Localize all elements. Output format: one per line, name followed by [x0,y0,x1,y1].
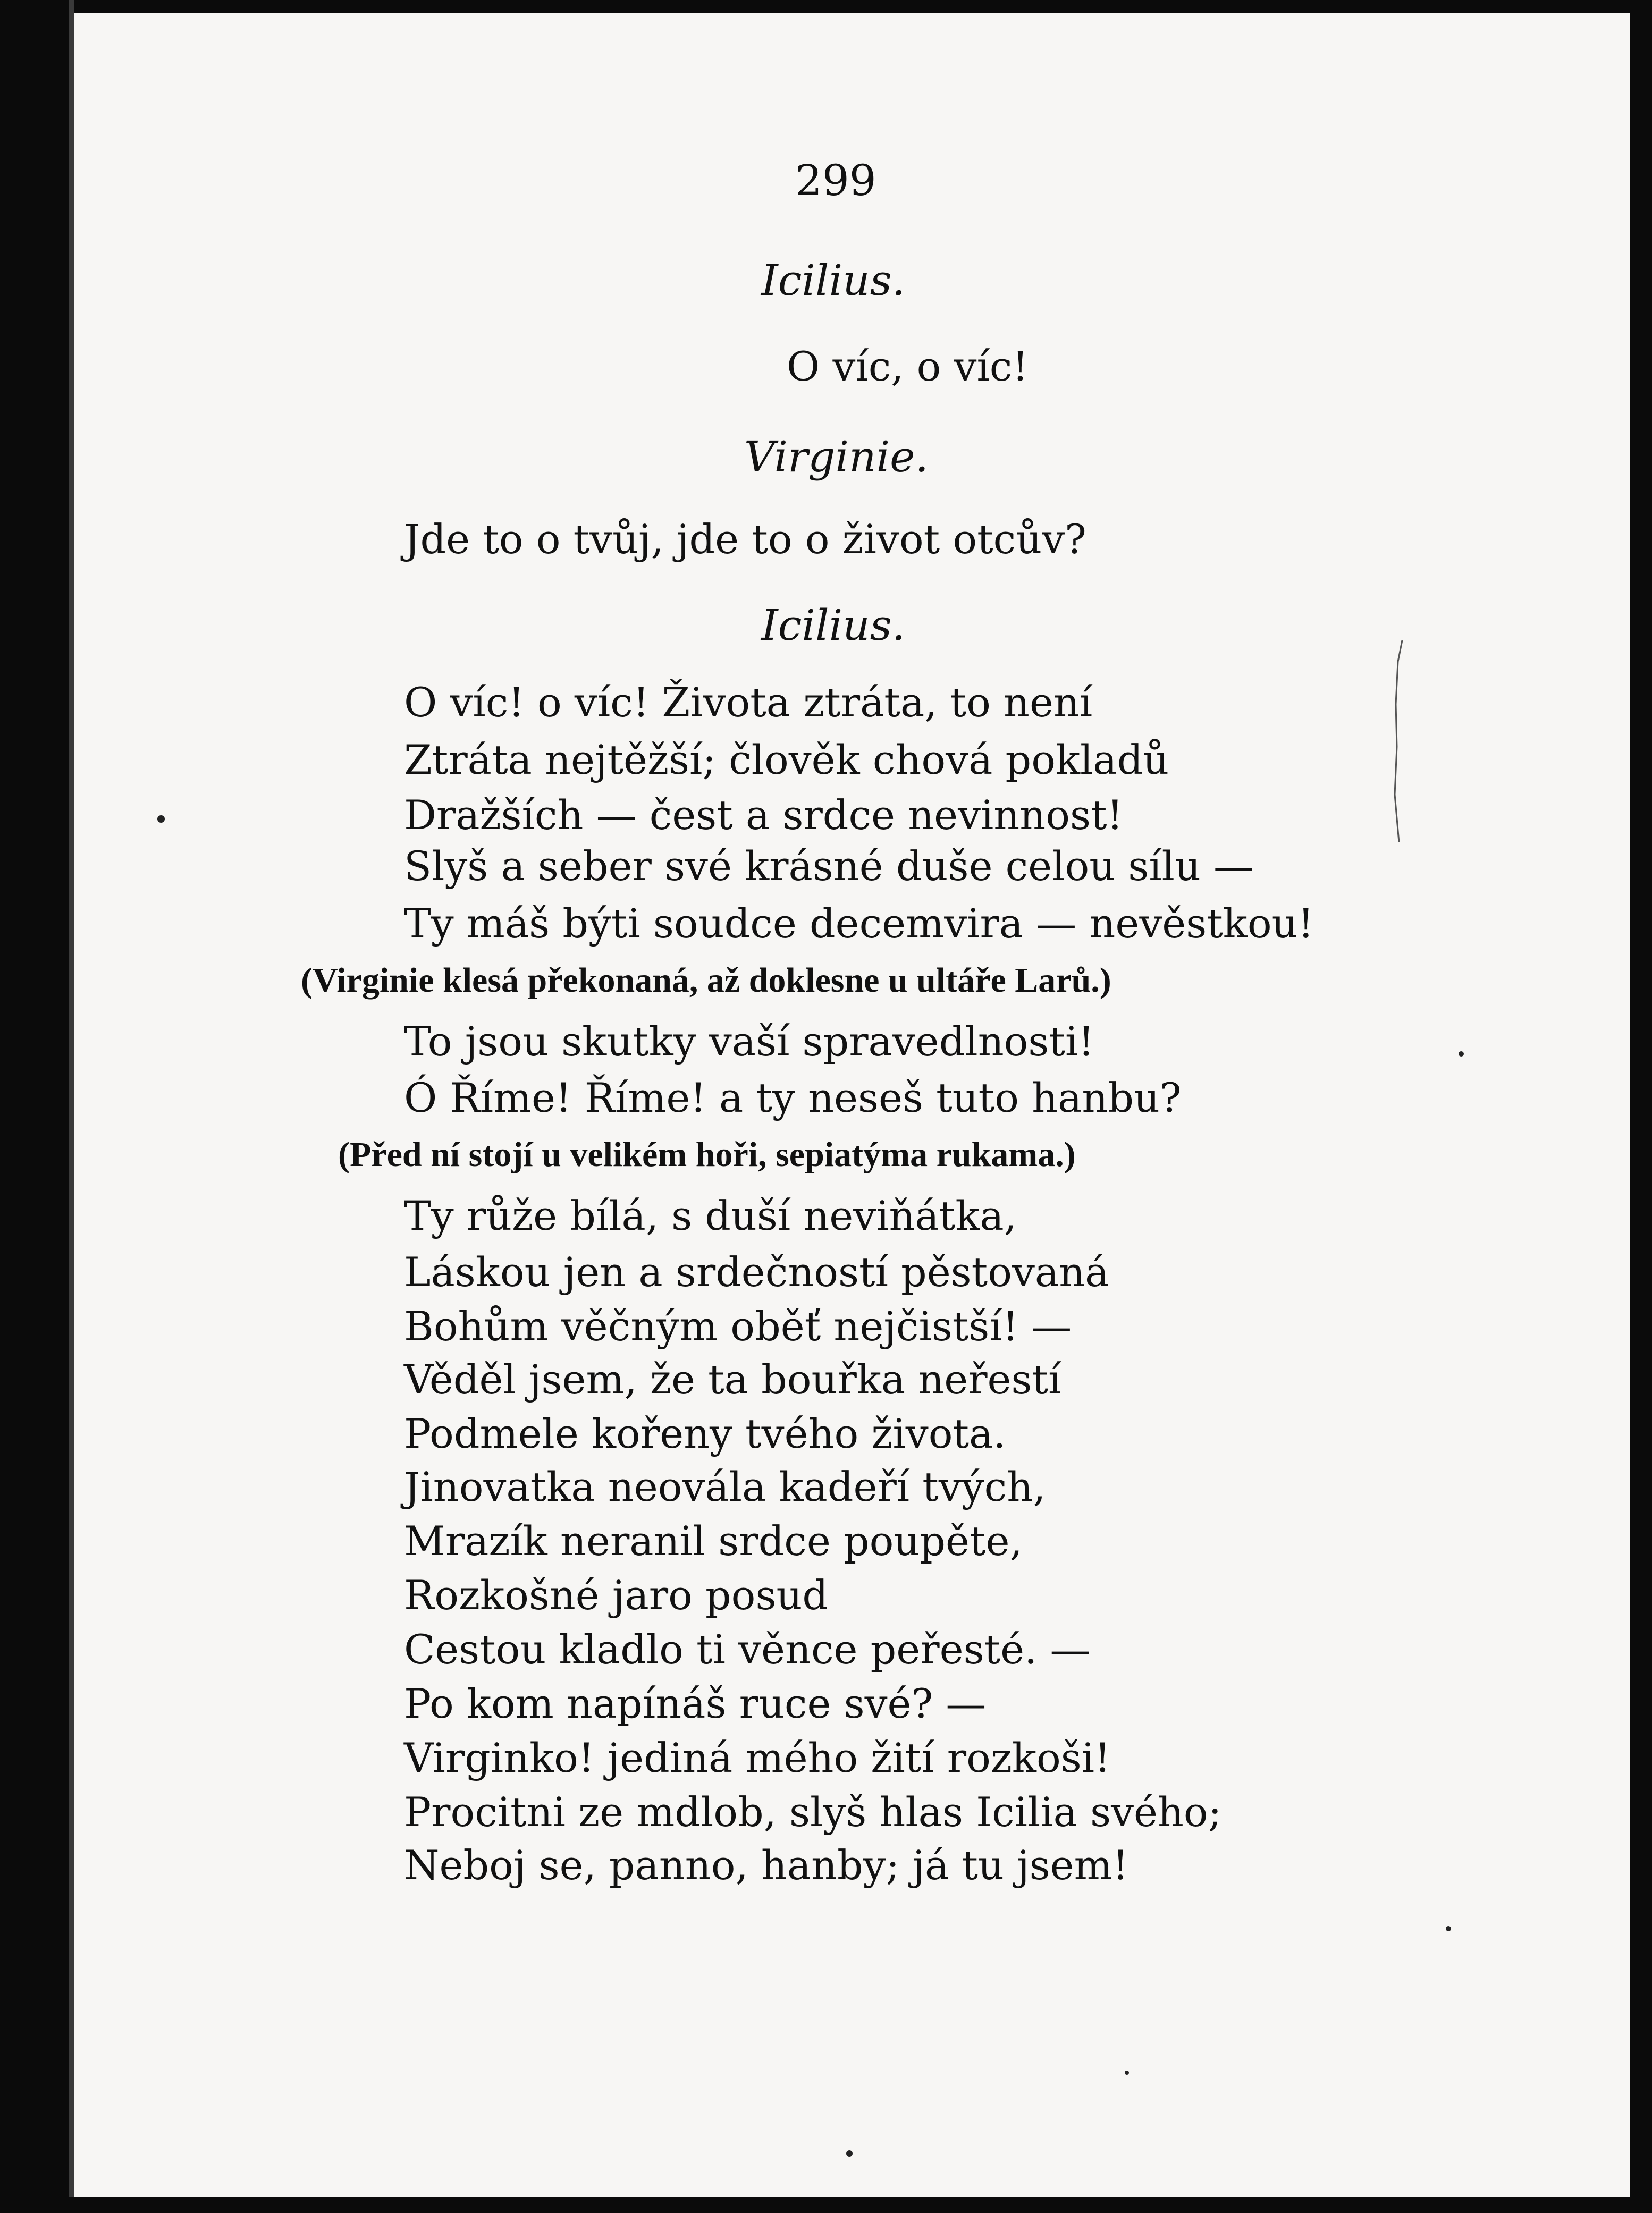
verse-line-18: Cestou kladlo ti věnce peřesté. — [404,1626,1091,1673]
scan-speck [1459,1051,1464,1057]
page-number: 299 [795,156,876,205]
verse-line-1: O víc, o víc! [787,343,1029,390]
verse-line-13: Věděl jsem, že ta bouřka neřestí [404,1356,1061,1403]
verse-line-3: O víc! o víc! Života ztráta, to není [404,679,1093,726]
scan-speck [846,2150,853,2157]
scan-border-right [1630,0,1652,2213]
speaker-virginie: Virginie. [744,432,929,482]
verse-line-12: Bohům věčným oběť nejčistší! — [404,1303,1072,1350]
verse-line-7: Ty máš býti soudce decemvira — nevěstkou! [404,900,1314,947]
verse-line-17: Rozkošné jaro posud [404,1572,829,1619]
verse-line-14: Podmele kořeny tvého života. [404,1410,1006,1457]
verse-line-5: Dražších — čest a srdce nevinnost! [404,791,1124,839]
scan-speck [1446,1926,1451,1931]
scan-speck [157,815,165,823]
verse-line-11: Láskou jen a srdečností pěstovaná [404,1248,1109,1296]
verse-line-19: Po kom napínáš ruce své? — [404,1680,987,1727]
scan-speck [1125,2071,1129,2075]
scan-border-bottom [0,2197,1652,2213]
scan-border-left [0,0,69,2213]
scan-border-top [0,0,1652,13]
speaker-icilius-1: Icilius. [761,256,906,305]
speaker-icilius-2: Icilius. [761,601,906,650]
verse-line-9: Ó Říme! Říme! a ty neseš tuto hanbu? [404,1074,1182,1121]
verse-line-20: Virginko! jediná mého žití rozkoši! [404,1734,1111,1781]
verse-line-4: Ztráta nejtěžší; člověk chová pokladů [404,736,1169,783]
verse-line-8: To jsou skutky vaší spravedlnosti! [404,1018,1094,1065]
verse-line-16: Mrazík neranil srdce poupěte, [404,1517,1023,1565]
verse-line-22: Neboj se, panno, hanby; já tu jsem! [404,1842,1129,1889]
stage-direction-2: (Před ní stojí u velikém hoři, sepiatýma rukama.) [338,1135,1076,1174]
verse-line-10: Ty růže bílá, s duší neviňátka, [404,1192,1017,1239]
stage-direction-1: (Virginie klesá překonaná, až doklesne u ultáře Larů.) [301,961,1111,1000]
verse-line-2: Jde to o tvůj, jde to o život otcův? [404,516,1086,563]
margin-pencil-mark [1392,640,1407,842]
verse-line-15: Jinovatka neovála kadeří tvých, [404,1463,1046,1510]
scan-border-left-edge [69,0,74,2213]
verse-line-21: Procitni ze mdlob, slyš hlas Icilia svého; [404,1788,1222,1836]
verse-line-6: Slyš a seber své krásné duše celou sílu — [404,842,1254,890]
